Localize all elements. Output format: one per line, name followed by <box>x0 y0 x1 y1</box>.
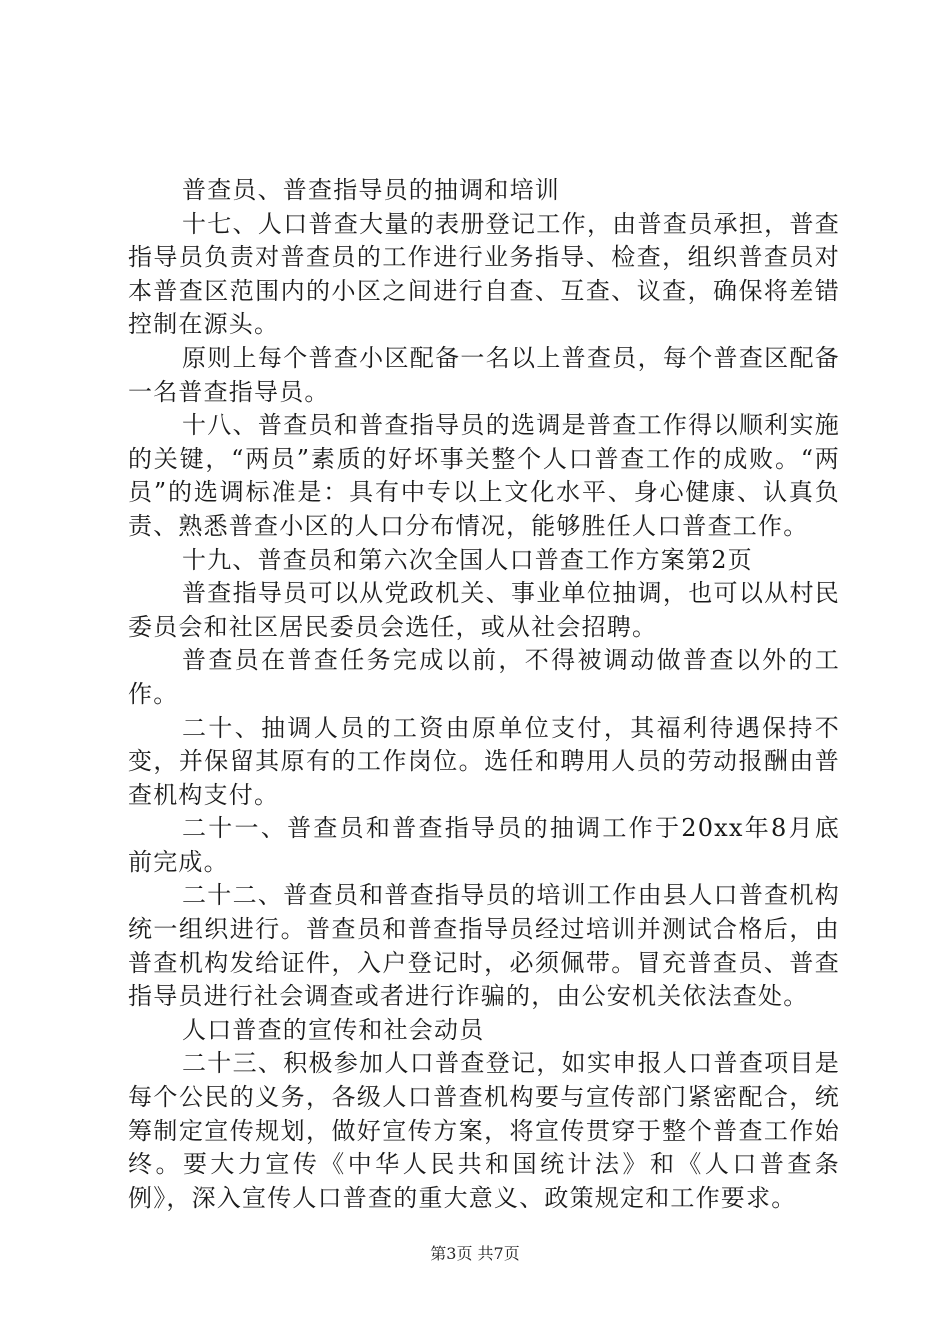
paragraph-22: 二十二、普查员和普查指导员的培训工作由县人口普查机构统一组织进行。普查员和普查指导员经过培训并测试合格后，由普查机构发给证件，入户登记时，必须佩带。冒充普查员、普查指导员进行社会调查或者进行诈骗的，由公安机关依法查处。 <box>128 881 840 1011</box>
paragraph-19: 十九、普查员和第六次全国人口普查工作方案第2页 <box>182 545 753 574</box>
section-heading-training: 普查员、普查指导员的抽调和培训 <box>182 176 560 204</box>
paragraph-staffing-principle: 原则上每个普查小区配备一名以上普查员，每个普查区配备一名普查指导员。 <box>128 343 840 406</box>
paragraph-20: 二十、抽调人员的工资由原单位支付，其福利待遇保持不变，并保留其原有的工作岗位。选任和聘用人员的劳动报酬由普查机构支付。 <box>128 713 840 809</box>
paragraph-recruitment-sources: 普查指导员可以从党政机关、事业单位抽调，也可以从村民委员会和社区居民委员会选任，或从社会招聘。 <box>128 579 840 641</box>
paragraph-17: 十七、人口普查大量的表册登记工作，由普查员承担，普查指导员负责对普查员的工作进行业务指导、检查，组织普查员对本普查区范围内的小区之间进行自查、互查、议查，确保将差错控制在源头。 <box>128 209 840 339</box>
section-heading-publicity: 人口普查的宣传和社会动员 <box>182 1015 485 1044</box>
paragraph-23: 二十三、积极参加人口普查登记，如实申报人口普查项目是每个公民的义务，各级人口普查机构要与宣传部门紧密配合，统筹制定宣传规划，做好宣传方案，将宣传贯穿于整个普查工作始终。要大力宣传《中华人民共和国统计法》和《人口普查条例》，深入宣传人口普查的重大意义、政策规定和工作要求。 <box>128 1049 840 1212</box>
document-body <box>128 174 840 1215</box>
page-number-footer: 第3页 共7页 <box>430 1244 520 1263</box>
paragraph-21: 二十一、普查员和普查指导员的抽调工作于20xx年8月底前完成。 <box>128 814 840 876</box>
paragraph-18: 十八、普查员和普查指导员的选调是普查工作得以顺利实施的关键，“两员”素质的好坏事关整个人口普查工作的成败。“两员”的选调标准是：具有中专以上文化水平、身心健康、认真负责、熟悉普查小区的人口分布情况，能够胜任人口普查工作。 <box>128 411 840 540</box>
paragraph-no-reassignment: 普查员在普查任务完成以前，不得被调动做普查以外的工作。 <box>128 646 840 708</box>
